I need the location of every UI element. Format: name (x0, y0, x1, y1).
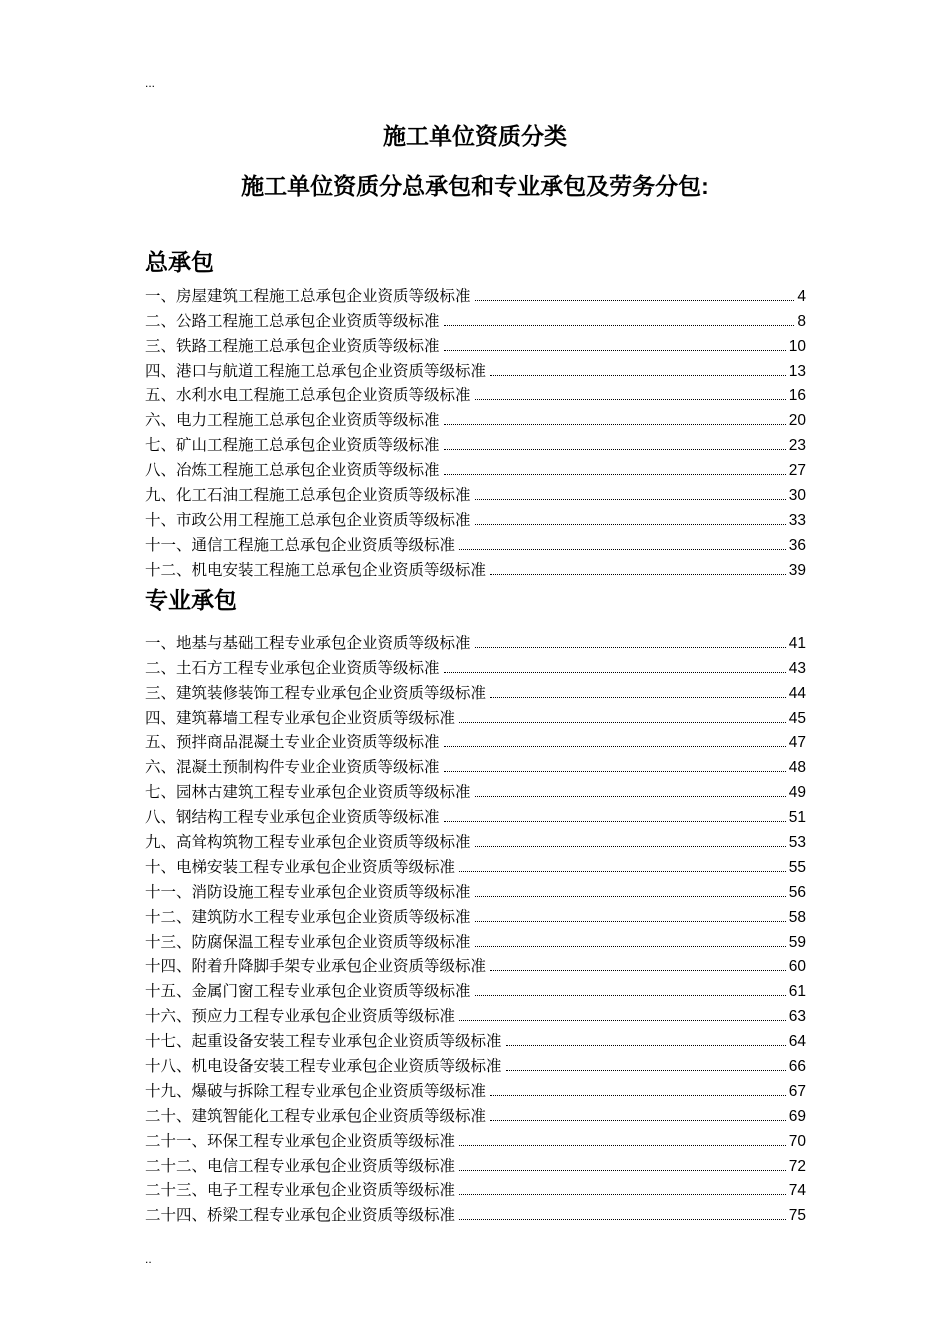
toc-leader-dots (459, 1219, 786, 1220)
toc-entry-page: 53 (788, 834, 806, 852)
toc-entry[interactable] (145, 729, 806, 754)
toc-entry[interactable] (145, 928, 806, 953)
toc-entry[interactable] (145, 357, 806, 382)
toc-entry-page: 47 (788, 734, 806, 752)
toc-entry-label: 四、建筑幕墙工程专业承包企业资质等级标准 (145, 709, 456, 727)
toc-leader-dots (490, 1095, 786, 1096)
toc-leader-dots (444, 474, 786, 475)
toc-leader-dots (444, 449, 786, 450)
toc-entry-page: 60 (788, 958, 806, 976)
toc-entry-page: 56 (788, 883, 806, 901)
toc-entry-label: 六、混凝土预制构件专业企业资质等级标准 (145, 759, 440, 777)
toc-leader-dots (444, 350, 786, 351)
toc-leader-dots (475, 796, 786, 797)
toc-entry-label: 七、园林古建筑工程专业承包企业资质等级标准 (145, 784, 471, 802)
toc-entry[interactable] (145, 556, 806, 581)
toc-entry-label: 十二、机电安装工程施工总承包企业资质等级标准 (145, 561, 487, 579)
toc-entry[interactable] (145, 853, 806, 878)
section-heading-general: 总承包 (145, 249, 214, 275)
toc-leader-dots (444, 424, 786, 425)
toc-leader-dots (459, 1170, 786, 1171)
toc-entry[interactable] (145, 1201, 806, 1226)
toc-entry[interactable] (145, 753, 806, 778)
toc-entry-page: 61 (788, 983, 806, 1001)
toc-entry-page: 75 (788, 1207, 806, 1225)
toc-entry[interactable] (145, 878, 806, 903)
toc-entry-label: 十一、通信工程施工总承包企业资质等级标准 (145, 536, 456, 554)
toc-leader-dots (444, 821, 786, 822)
toc-entry-label: 二十三、电子工程专业承包企业资质等级标准 (145, 1182, 456, 1200)
toc-entry-label: 一、房屋建筑工程施工总承包企业资质等级标准 (145, 287, 471, 305)
toc-entry-page: 48 (788, 759, 806, 777)
toc-entry-page: 8 (797, 312, 806, 330)
toc-entry[interactable] (145, 531, 806, 556)
toc-entry-label: 十八、机电设备安装工程专业承包企业资质等级标准 (145, 1058, 502, 1076)
toc-entry-page: 69 (788, 1107, 806, 1125)
toc-entry-page: 44 (788, 684, 806, 702)
toc-leader-dots (475, 300, 795, 301)
toc-entry[interactable] (145, 506, 806, 531)
toc-leader-dots (490, 1120, 786, 1121)
toc-leader-dots (506, 1070, 786, 1071)
toc-entry[interactable] (145, 903, 806, 928)
toc-leader-dots (459, 722, 786, 723)
toc-entry[interactable] (145, 704, 806, 729)
toc-entry-page: 74 (788, 1182, 806, 1200)
toc-entry-page: 16 (788, 387, 806, 405)
toc-entry[interactable] (145, 1002, 806, 1027)
toc-entry-page: 23 (788, 437, 806, 455)
toc-leader-dots (459, 1194, 786, 1195)
document-title: 施工单位资质分类 (383, 123, 567, 149)
toc-entry-label: 七、矿山工程施工总承包企业资质等级标准 (145, 437, 440, 455)
toc-entry-label: 六、电力工程施工总承包企业资质等级标准 (145, 412, 440, 430)
toc-entry-page: 66 (788, 1058, 806, 1076)
toc-entry[interactable] (145, 803, 806, 828)
toc-entry-label: 十、市政公用工程施工总承包企业资质等级标准 (145, 511, 471, 529)
document-subtitle: 施工单位资质分总承包和专业承包及劳务分包: (241, 173, 709, 199)
toc-entry-page: 55 (788, 858, 806, 876)
toc-entry-page: 36 (788, 536, 806, 554)
toc-entry-label: 十七、起重设备安装工程专业承包企业资质等级标准 (145, 1033, 502, 1051)
toc-leader-dots (475, 399, 786, 400)
toc-entry-page: 20 (788, 412, 806, 430)
toc-entry-label: 十三、防腐保温工程专业承包企业资质等级标准 (145, 933, 471, 951)
toc-leader-dots (475, 524, 786, 525)
toc-entry-page: 49 (788, 784, 806, 802)
toc-entry-label: 一、地基与基础工程专业承包企业资质等级标准 (145, 634, 471, 652)
toc-entry-label: 八、钢结构工程专业承包企业资质等级标准 (145, 809, 440, 827)
section-heading-specialty: 专业承包 (145, 587, 237, 613)
toc-entry-label: 二十一、环保工程专业承包企业资质等级标准 (145, 1132, 456, 1150)
toc-entry[interactable] (145, 1102, 806, 1127)
toc-entry[interactable] (145, 332, 806, 357)
toc-leader-dots (459, 1020, 786, 1021)
toc-entry-page: 27 (788, 462, 806, 480)
footer-mark: .. (145, 1252, 152, 1266)
toc-entry[interactable] (145, 977, 806, 1002)
toc-entry[interactable] (145, 953, 806, 978)
toc-leader-dots (444, 672, 786, 673)
toc-entry-page: 51 (788, 809, 806, 827)
toc-entry[interactable] (145, 828, 806, 853)
toc-entry-page: 41 (788, 634, 806, 652)
toc-leader-dots (444, 746, 786, 747)
toc-entry[interactable] (145, 307, 806, 332)
toc-entry[interactable] (145, 456, 806, 481)
toc-entry-page: 13 (788, 362, 806, 380)
toc-leader-dots (490, 574, 786, 575)
toc-entry-label: 五、预拌商品混凝土专业企业资质等级标准 (145, 734, 440, 752)
toc-leader-dots (475, 896, 786, 897)
toc-entry[interactable] (145, 406, 806, 431)
toc-entry-page: 30 (788, 487, 806, 505)
toc-entry-label: 九、化工石油工程施工总承包企业资质等级标准 (145, 487, 471, 505)
toc-entry-label: 十六、预应力工程专业承包企业资质等级标准 (145, 1008, 456, 1026)
toc-leader-dots (490, 697, 786, 698)
toc-entry-page: 72 (788, 1157, 806, 1175)
toc-entry-page: 63 (788, 1008, 806, 1026)
header-mark: ... (145, 76, 156, 90)
toc-entry-page: 64 (788, 1033, 806, 1051)
toc-entry-label: 十五、金属门窗工程专业承包企业资质等级标准 (145, 983, 471, 1001)
toc-entry-label: 三、建筑装修装饰工程专业承包企业资质等级标准 (145, 684, 487, 702)
toc-entry[interactable] (145, 382, 806, 407)
toc-entry[interactable] (145, 1052, 806, 1077)
toc-leader-dots (475, 921, 786, 922)
toc-entry-page: 4 (797, 287, 806, 305)
toc-entry-label: 二十四、桥梁工程专业承包企业资质等级标准 (145, 1207, 456, 1225)
toc-entry-label: 五、水利水电工程施工总承包企业资质等级标准 (145, 387, 471, 405)
toc-entry[interactable] (145, 1127, 806, 1152)
toc-entry-label: 二十、建筑智能化工程专业承包企业资质等级标准 (145, 1107, 487, 1125)
toc-entry[interactable] (145, 481, 806, 506)
toc-leader-dots (459, 549, 786, 550)
toc-entry-label: 十一、消防设施工程专业承包企业资质等级标准 (145, 883, 471, 901)
toc-entry-page: 58 (788, 908, 806, 926)
toc-entry[interactable] (145, 1152, 806, 1177)
toc-entry[interactable] (145, 1177, 806, 1202)
toc-list-general (145, 282, 806, 581)
toc-leader-dots (459, 871, 786, 872)
toc-leader-dots (475, 995, 786, 996)
toc-entry-label: 九、高耸构筑物工程专业承包企业资质等级标准 (145, 834, 471, 852)
toc-entry-page: 59 (788, 933, 806, 951)
toc-leader-dots (490, 970, 786, 971)
toc-entry-page: 33 (788, 511, 806, 529)
toc-entry-page: 45 (788, 709, 806, 727)
toc-leader-dots (444, 771, 786, 772)
toc-entry-page: 67 (788, 1082, 806, 1100)
toc-leader-dots (475, 499, 786, 500)
toc-entry[interactable] (145, 282, 806, 307)
toc-list-specialty (145, 629, 806, 1226)
toc-entry-label: 十、电梯安装工程专业承包企业资质等级标准 (145, 858, 456, 876)
toc-leader-dots (444, 325, 795, 326)
toc-leader-dots (475, 946, 786, 947)
toc-entry[interactable] (145, 1077, 806, 1102)
toc-entry[interactable] (145, 679, 806, 704)
toc-leader-dots (490, 375, 786, 376)
toc-entry-label: 三、铁路工程施工总承包企业资质等级标准 (145, 337, 440, 355)
toc-entry[interactable] (145, 778, 806, 803)
toc-entry-label: 二、公路工程施工总承包企业资质等级标准 (145, 312, 440, 330)
toc-entry-label: 四、港口与航道工程施工总承包企业资质等级标准 (145, 362, 487, 380)
toc-entry-label: 二十二、电信工程专业承包企业资质等级标准 (145, 1157, 456, 1175)
toc-entry[interactable] (145, 654, 806, 679)
toc-entry-label: 十九、爆破与拆除工程专业承包企业资质等级标准 (145, 1082, 487, 1100)
toc-leader-dots (459, 1145, 786, 1146)
toc-entry[interactable] (145, 629, 806, 654)
toc-entry-page: 39 (788, 561, 806, 579)
toc-entry-label: 二、土石方工程专业承包企业资质等级标准 (145, 659, 440, 677)
toc-entry-page: 70 (788, 1132, 806, 1150)
toc-leader-dots (475, 647, 786, 648)
toc-entry-label: 十四、附着升降脚手架专业承包企业资质等级标准 (145, 958, 487, 976)
toc-leader-dots (475, 846, 786, 847)
toc-entry[interactable] (145, 431, 806, 456)
toc-entry-page: 10 (788, 337, 806, 355)
toc-entry-label: 八、冶炼工程施工总承包企业资质等级标准 (145, 462, 440, 480)
toc-leader-dots (506, 1045, 786, 1046)
toc-entry-label: 十二、建筑防水工程专业承包企业资质等级标准 (145, 908, 471, 926)
toc-entry-page: 43 (788, 659, 806, 677)
toc-entry[interactable] (145, 1027, 806, 1052)
